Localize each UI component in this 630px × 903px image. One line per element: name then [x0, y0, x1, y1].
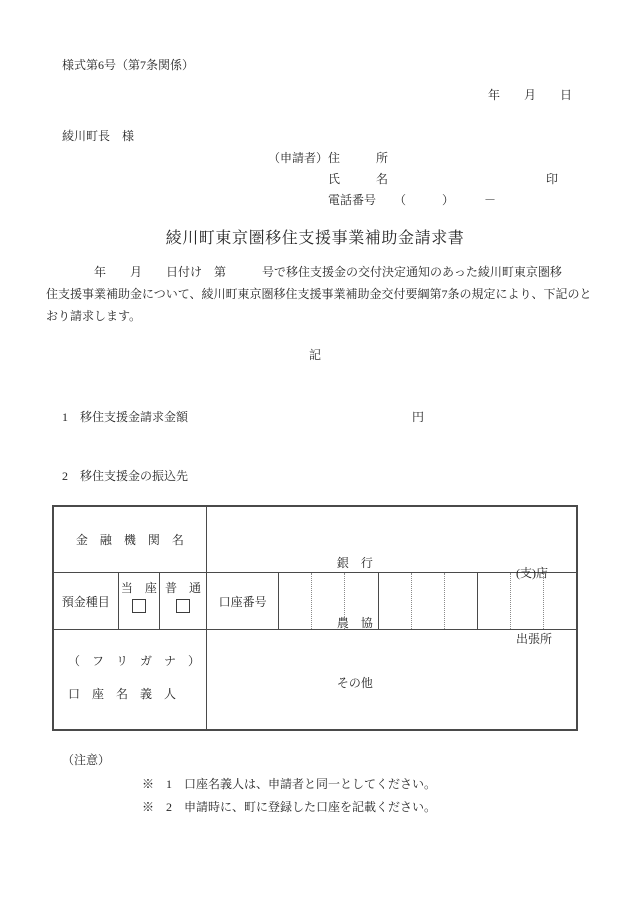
section-mark: 記: [308, 348, 321, 362]
notes-header: （注意）: [62, 753, 111, 767]
phone-line: 電話番号 （ ） －: [328, 193, 497, 207]
name-label: 氏 名: [328, 172, 389, 186]
ordinary-label: 普 通: [165, 581, 202, 595]
note-line: ※ 2 申請時に、町に登録した口座を記載ください。: [142, 800, 437, 814]
document-title: 綾川町東京圏移住支援事業補助金請求書: [165, 230, 465, 247]
financial-institution-label-cell: [54, 507, 206, 572]
applicant-address-line: [268, 151, 388, 165]
other-option: その他: [336, 676, 373, 690]
account-number-label-cell: [206, 573, 278, 629]
item1-unit: 円: [412, 410, 425, 424]
account-number-digit-cell[interactable]: [344, 573, 377, 629]
account-number-digit-cell[interactable]: [279, 573, 311, 629]
form-number: 様式第6号（第7条関係）: [62, 58, 195, 72]
table-row-account: [54, 573, 576, 630]
bank-option: 銀 行: [336, 556, 373, 570]
ordinary-cell: [159, 573, 206, 629]
checking-checkbox[interactable]: [132, 599, 146, 613]
checking-label: 当 座: [120, 581, 157, 595]
account-number-cells: [278, 573, 576, 629]
date-line: 年 月 日: [488, 88, 573, 102]
addressee: 綾川町長 様: [62, 129, 135, 143]
body-paragraph-line: 住支援事業補助金について、綾川町東京圏移住支援事業補助金交付要綱第7条の規定により、下記のと: [46, 287, 592, 301]
account-number-digit-cell[interactable]: [378, 573, 411, 629]
financial-institution-label: 金 融 機 関 名: [75, 533, 184, 547]
account-number-digit-cell[interactable]: [477, 573, 510, 629]
item1-label: 移住支援金請求金額: [80, 410, 189, 424]
account-holder-label: 口 座 名 義 人: [68, 687, 177, 701]
furigana-label: （ フ リ ガ ナ ）: [68, 654, 201, 668]
account-holder-label-cell: [54, 630, 206, 729]
account-number-digit-cell[interactable]: [411, 573, 444, 629]
checking-cell: [118, 573, 160, 629]
account-number-digit-cell[interactable]: [510, 573, 543, 629]
table-row-holder: [54, 630, 576, 729]
body-paragraph-line: 年 月 日付け 第 号で移住支援金の交付決定通知のあった綾川町東京圏移: [46, 265, 562, 279]
account-number-label: 口座番号: [218, 594, 267, 609]
sub-branch-option: 出張所: [516, 632, 553, 646]
ordinary-checkbox[interactable]: [176, 599, 190, 613]
item1-number: 1: [62, 410, 68, 424]
bank-details-table: [52, 505, 578, 731]
deposit-type-label-cell: [54, 573, 118, 629]
deposit-type-label: 預金種目: [61, 594, 110, 609]
account-number-digit-cell[interactable]: [543, 573, 576, 629]
note-line: ※ 1 口座名義人は、申請者と同一としてください。: [142, 777, 437, 791]
branch-option: (支)店: [516, 566, 548, 580]
account-number-digit-cell[interactable]: [444, 573, 477, 629]
account-holder-input-cell[interactable]: [206, 630, 576, 729]
address-label: 住 所: [328, 151, 389, 165]
agri-coop-option: 農 協: [336, 616, 373, 630]
account-number-digit-cell[interactable]: [311, 573, 344, 629]
body-paragraph-line: おり請求します。: [46, 309, 142, 323]
item2-line: [62, 469, 188, 483]
item1-line: [62, 410, 188, 424]
seal-mark: 印: [546, 172, 559, 186]
item2-number: 2: [62, 469, 68, 483]
item2-label: 移住支援金の振込先: [80, 469, 189, 483]
applicant-prefix: （申請者）: [268, 151, 329, 165]
